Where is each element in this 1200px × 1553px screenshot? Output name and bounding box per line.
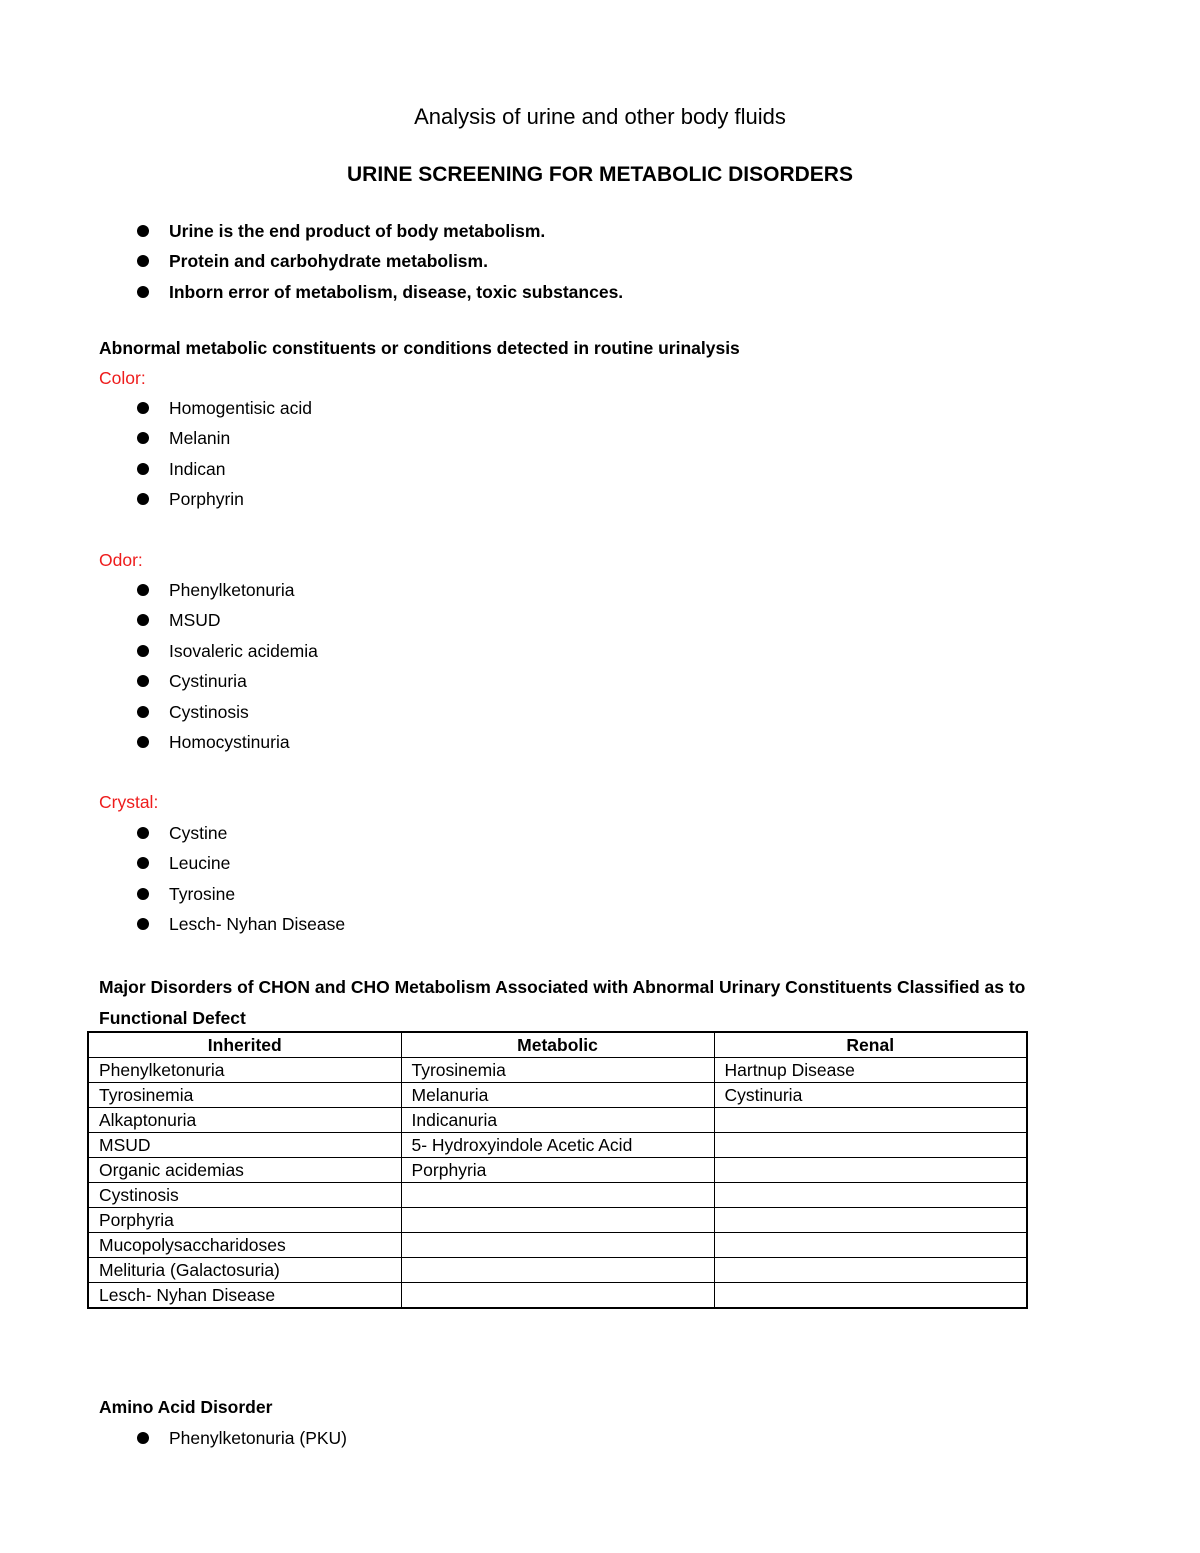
list-item [0,818,345,848]
color-label: Color: [99,368,146,388]
table-cell: Porphyria [401,1158,714,1183]
table-cell [714,1258,1027,1283]
table-cell: MSUD [88,1133,401,1158]
table-cell: Hartnup Disease [714,1058,1027,1083]
intro-list [0,216,623,307]
bullet-icon [137,584,149,596]
table-cell: 5- Hydroxyindole Acetic Acid [401,1133,714,1158]
bullet-icon [137,675,149,687]
table-cell: Alkaptonuria [88,1108,401,1133]
table-row [88,1283,1027,1309]
list-item-text: Cystinosis [169,701,249,722]
table-cell [714,1133,1027,1158]
table-cell: Organic acidemias [88,1158,401,1183]
list-item-text: Homocystinuria [169,731,290,752]
list-item [0,727,318,757]
color-list [0,393,312,515]
list-item [0,848,345,878]
bullet-icon [137,736,149,748]
table-cell: Cystinuria [714,1083,1027,1108]
list-item [0,909,345,939]
amino-list [0,1423,347,1453]
table-cell: Cystinosis [88,1183,401,1208]
crystal-list [0,818,345,940]
column-header-metabolic: Metabolic [401,1032,714,1058]
list-item-text: Homogentisic acid [169,398,312,418]
table-row [88,1108,1027,1133]
list-item-text: MSUD [169,610,221,631]
column-header-renal: Renal [714,1032,1027,1058]
bullet-icon [137,614,149,626]
table-row [88,1258,1027,1283]
table-cell [714,1233,1027,1258]
list-item [0,1423,347,1453]
table-header-row [88,1032,1027,1058]
table-cell [401,1258,714,1283]
table-row [88,1133,1027,1158]
table-cell: Indicanuria [401,1108,714,1133]
table-cell [714,1283,1027,1309]
table-cell [714,1183,1027,1208]
list-item-text: Cystine [169,823,228,843]
list-item [0,605,318,635]
table-cell: Lesch- Nyhan Disease [88,1283,401,1309]
list-item [0,697,318,727]
bullet-icon [137,857,149,869]
crystal-label: Crystal: [99,792,159,812]
bullet-icon [137,432,149,444]
odor-label: Odor: [99,550,143,570]
column-header-inherited: Inherited [88,1032,401,1058]
table-cell [714,1158,1027,1183]
table-row [88,1233,1027,1258]
list-item [0,246,623,276]
table-cell: Porphyria [88,1208,401,1233]
bullet-icon [137,493,149,505]
list-item-text: Protein and carbohydrate metabolism. [169,251,488,272]
odor-list [0,575,318,757]
list-item [0,879,345,909]
table-cell: Phenylketonuria [88,1058,401,1083]
table-row [88,1158,1027,1183]
table-row [88,1083,1027,1108]
bullet-icon [137,1432,149,1444]
bullet-icon [137,225,149,237]
list-item-text: Phenylketonuria [169,580,295,600]
list-item-text: Inborn error of metabolism, disease, toxic substances. [169,281,624,302]
table-row [88,1208,1027,1233]
list-item [0,216,623,246]
table-cell: Melituria (Galactosuria) [88,1258,401,1283]
table-cell [714,1208,1027,1233]
bullet-icon [137,463,149,475]
document-title: Analysis of urine and other body fluids [414,104,786,129]
list-item-text: Leucine [169,853,231,874]
list-item [0,636,318,666]
list-item [0,393,312,423]
list-item-text: Cystinuria [169,671,247,692]
table-cell: Mucopolysaccharidoses [88,1233,401,1258]
list-item [0,666,318,696]
list-item-text: Urine is the end product of body metabolism. [169,221,546,241]
list-item-text: Phenylketonuria (PKU) [169,1428,347,1448]
list-item-text: Porphyrin [169,489,244,510]
disorders-table [87,1031,1028,1309]
list-item-text: Indican [169,458,226,479]
table-cell [714,1108,1027,1133]
list-item-text: Tyrosine [169,883,236,904]
bullet-icon [137,255,149,267]
list-item-text: Lesch- Nyhan Disease [169,914,346,935]
table-cell: Tyrosinemia [88,1083,401,1108]
table-cell [401,1283,714,1309]
bullet-icon [137,286,149,298]
table-row [88,1183,1027,1208]
table-cell: Melanuria [401,1083,714,1108]
table-cell [401,1183,714,1208]
table-cell [401,1233,714,1258]
bullet-icon [137,402,149,414]
list-item [0,575,318,605]
list-item [0,484,312,514]
table-cell [401,1208,714,1233]
bullet-icon [137,888,149,900]
bullet-icon [137,645,149,657]
table-cell: Tyrosinemia [401,1058,714,1083]
amino-heading: Amino Acid Disorder [99,1397,273,1417]
bullet-icon [137,918,149,930]
bullet-icon [137,706,149,718]
bullet-icon [137,827,149,839]
document-subtitle: URINE SCREENING FOR METABOLIC DISORDERS [347,163,853,186]
list-item [0,454,312,484]
list-item [0,423,312,453]
list-item [0,277,623,307]
list-item-text: Melanin [169,428,231,449]
abnormal-heading: Abnormal metabolic constituents or conditions detected in routine urinalysis [99,338,740,358]
table-caption: Major Disorders of CHON and CHO Metabolism Associated with Abnormal Urinary Constituents Classified as to Functional Defect [99,977,1026,1028]
table-row [88,1058,1027,1083]
list-item-text: Isovaleric acidemia [169,640,318,661]
